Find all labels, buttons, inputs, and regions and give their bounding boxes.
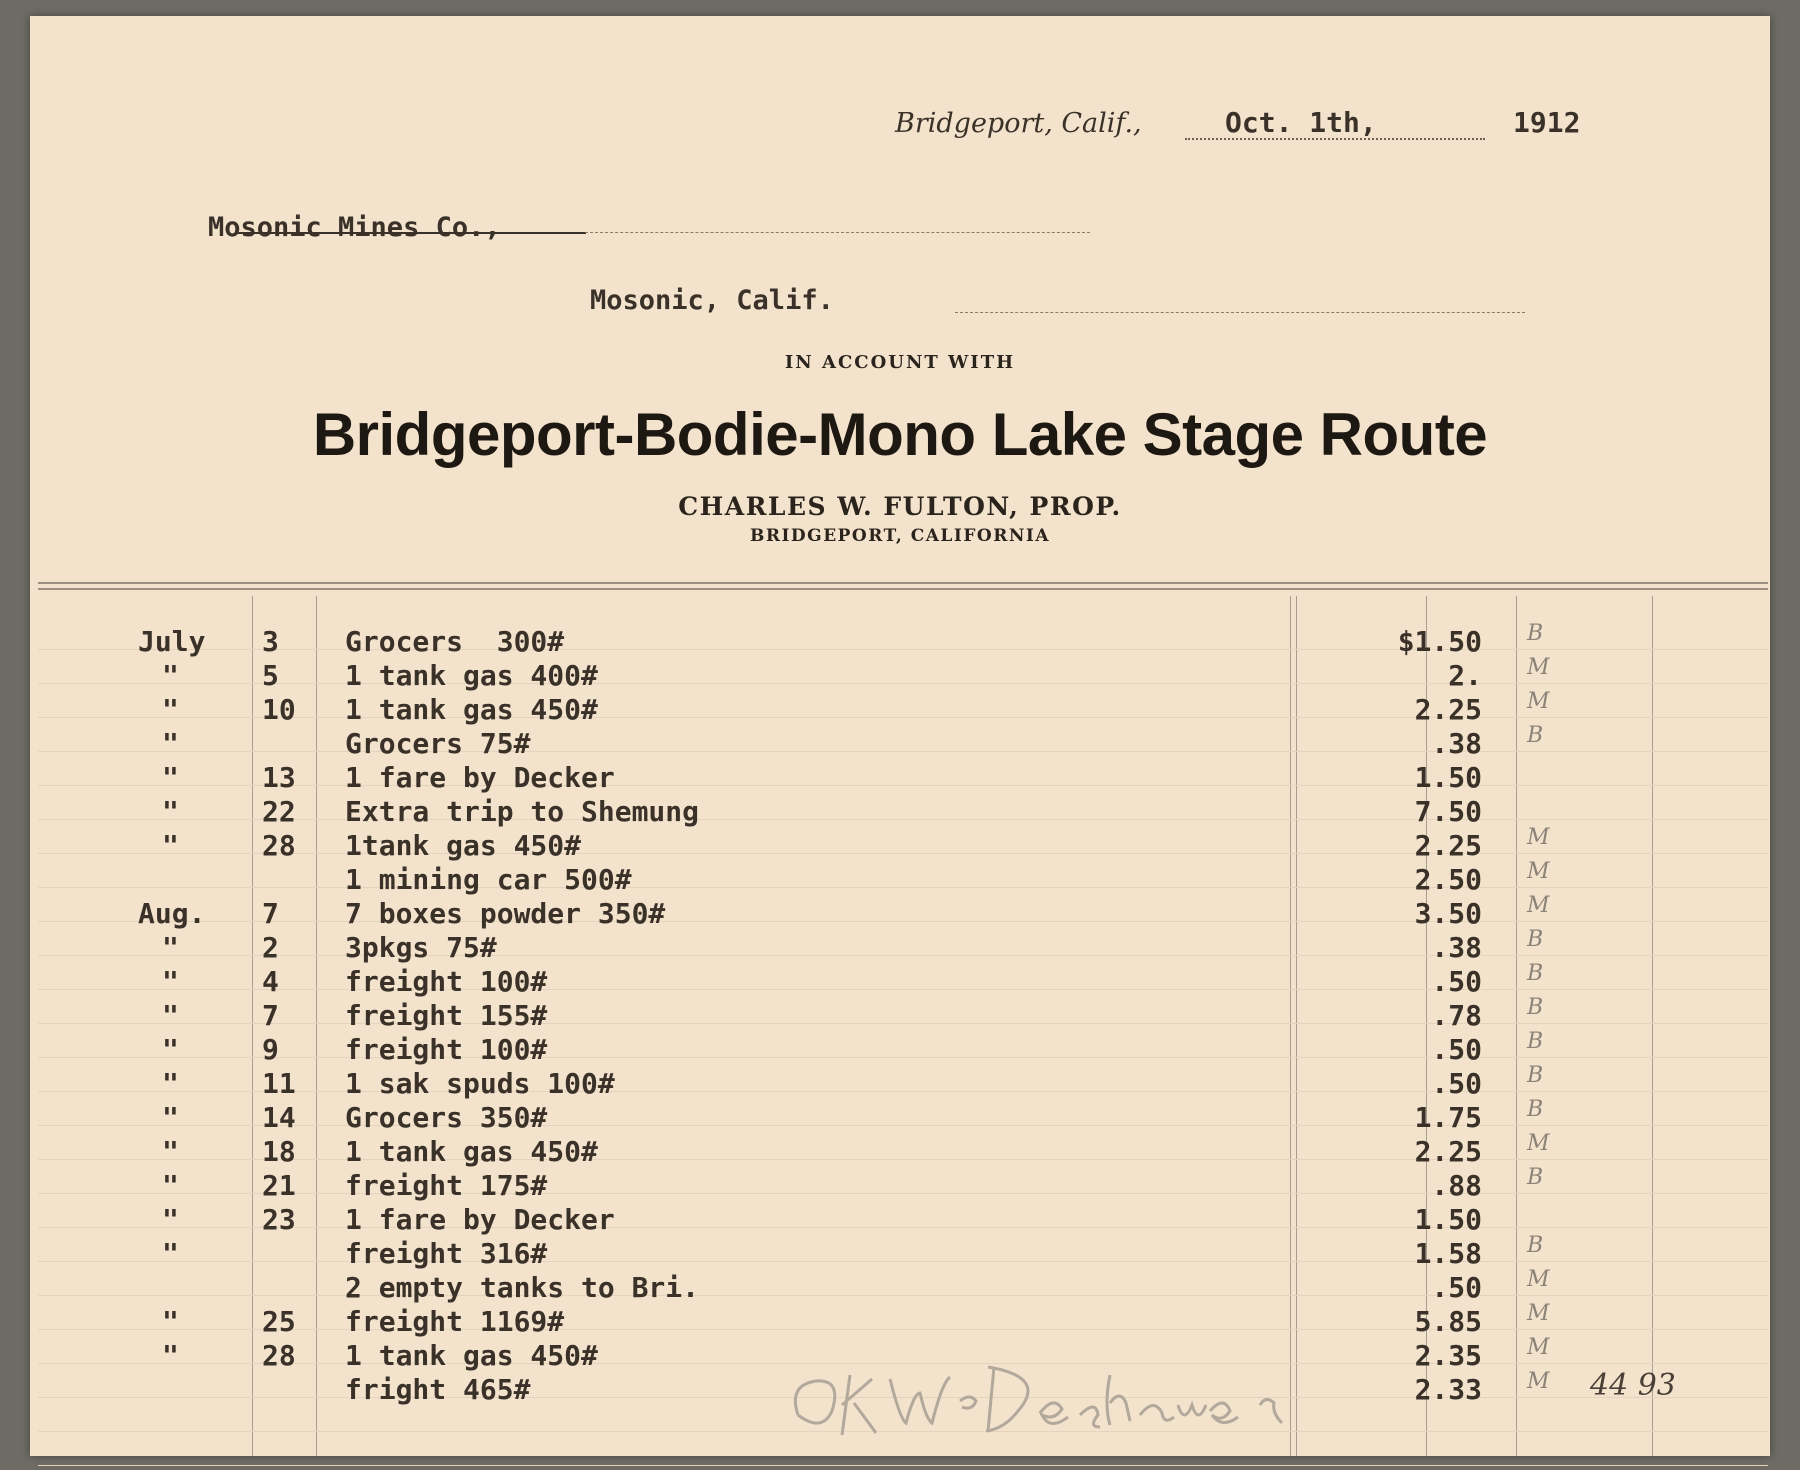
row-amount: 1.75 bbox=[1414, 1101, 1482, 1134]
row-amount: .50 bbox=[1431, 1271, 1482, 1304]
in-account-with-label: IN ACCOUNT WITH bbox=[784, 352, 1016, 373]
row-day: 28 bbox=[262, 829, 296, 862]
ruled-line bbox=[38, 989, 1768, 990]
row-day: 5 bbox=[262, 659, 279, 692]
ruled-line bbox=[38, 921, 1768, 922]
row-month: " bbox=[162, 1237, 179, 1270]
row-mark: M bbox=[1527, 655, 1550, 680]
row-amount: .38 bbox=[1431, 931, 1482, 964]
ruled-line bbox=[38, 955, 1768, 956]
row-mark: M bbox=[1527, 1301, 1550, 1326]
row-day: 9 bbox=[262, 1033, 279, 1066]
row-month: " bbox=[162, 1135, 179, 1168]
row-day: 18 bbox=[262, 1135, 296, 1168]
row-amount: 3.50 bbox=[1414, 897, 1482, 930]
row-mark: B bbox=[1527, 995, 1544, 1020]
addressee-name: Mosonic Mines Co., bbox=[208, 212, 501, 243]
row-month: " bbox=[162, 1101, 179, 1134]
row-amount: 1.58 bbox=[1414, 1237, 1482, 1270]
ruled-line bbox=[38, 717, 1768, 718]
row-item: freight 100# bbox=[345, 965, 548, 998]
row-month: " bbox=[162, 931, 179, 964]
row-mark: B bbox=[1527, 927, 1544, 952]
dateline-year: 1912 bbox=[1513, 106, 1581, 139]
ruled-line bbox=[38, 1159, 1768, 1160]
company-name: Bridgeport-Bodie-Mono Lake Stage Route bbox=[312, 401, 1488, 468]
addressee-city-dotted-line bbox=[955, 312, 1525, 313]
row-amount: .78 bbox=[1431, 999, 1482, 1032]
header-rule-top bbox=[38, 582, 1768, 584]
row-mark: B bbox=[1527, 1165, 1544, 1190]
row-day: 22 bbox=[262, 795, 296, 828]
row-item: Grocers 75# bbox=[345, 727, 531, 760]
column-line-day bbox=[316, 596, 317, 1456]
row-day: 11 bbox=[262, 1067, 296, 1100]
ruled-line bbox=[38, 887, 1768, 888]
row-item: 7 boxes powder 350# bbox=[345, 897, 666, 930]
row-month: " bbox=[162, 659, 179, 692]
row-month: Aug. bbox=[138, 897, 206, 930]
row-item: freight 1169# bbox=[345, 1305, 565, 1338]
row-item: freight 175# bbox=[345, 1169, 548, 1202]
ruled-line bbox=[38, 1465, 1768, 1466]
row-month: " bbox=[162, 1169, 179, 1202]
ruled-line bbox=[38, 1261, 1768, 1262]
row-day: 7 bbox=[262, 897, 279, 930]
row-item: fright 465# bbox=[345, 1373, 531, 1406]
row-month: " bbox=[162, 829, 179, 862]
ruled-line bbox=[38, 649, 1768, 650]
row-month: " bbox=[162, 1033, 179, 1066]
row-amount: 2.50 bbox=[1414, 863, 1482, 896]
ruled-line bbox=[38, 1329, 1768, 1330]
row-amount: .50 bbox=[1431, 965, 1482, 998]
ruled-line bbox=[38, 751, 1768, 752]
row-amount: 2.25 bbox=[1414, 829, 1482, 862]
row-mark: B bbox=[1527, 1029, 1544, 1054]
row-day: 21 bbox=[262, 1169, 296, 1202]
row-mark: B bbox=[1527, 961, 1544, 986]
row-day: 3 bbox=[262, 625, 279, 658]
row-month: " bbox=[162, 1305, 179, 1338]
row-day: 10 bbox=[262, 693, 296, 726]
row-day: 14 bbox=[262, 1101, 296, 1134]
column-line-cents bbox=[1516, 596, 1517, 1456]
row-month: " bbox=[162, 795, 179, 828]
row-item: 1 tank gas 450# bbox=[345, 693, 598, 726]
row-month: " bbox=[162, 999, 179, 1032]
ruled-line bbox=[38, 1023, 1768, 1024]
row-mark: B bbox=[1527, 1063, 1544, 1088]
row-amount: 1.50 bbox=[1414, 1203, 1482, 1236]
column-line-month bbox=[252, 596, 253, 1456]
row-amount: .88 bbox=[1431, 1169, 1482, 1202]
proprietor-line: CHARLES W. FULTON, PROP. bbox=[678, 492, 1122, 521]
row-mark: M bbox=[1527, 689, 1550, 714]
row-mark: M bbox=[1527, 1335, 1550, 1360]
row-item: 1 tank gas 400# bbox=[345, 659, 598, 692]
column-line-item bbox=[1290, 596, 1291, 1456]
ruled-line bbox=[38, 1295, 1768, 1296]
ruled-line bbox=[38, 1091, 1768, 1092]
date-line bbox=[895, 102, 1595, 142]
ruled-line bbox=[38, 819, 1768, 820]
row-item: freight 316# bbox=[345, 1237, 548, 1270]
row-amount: 2.25 bbox=[1414, 693, 1482, 726]
row-month: " bbox=[162, 1067, 179, 1100]
addressee-dotted-line bbox=[585, 232, 1090, 233]
row-mark: M bbox=[1527, 1131, 1550, 1156]
ledger-total: 44 93 bbox=[1590, 1368, 1676, 1403]
row-day: 28 bbox=[262, 1339, 296, 1372]
row-month: July bbox=[138, 625, 206, 658]
ruled-line bbox=[38, 785, 1768, 786]
ruled-line bbox=[38, 683, 1768, 684]
row-item: 1 mining car 500# bbox=[345, 863, 632, 896]
ruled-line bbox=[38, 853, 1768, 854]
addressee-city: Mosonic, Calif. bbox=[590, 285, 834, 316]
row-mark: M bbox=[1527, 859, 1550, 884]
row-mark: M bbox=[1527, 1267, 1550, 1292]
row-item: freight 100# bbox=[345, 1033, 548, 1066]
row-amount: 2. bbox=[1448, 659, 1482, 692]
row-item: 1tank gas 450# bbox=[345, 829, 582, 862]
row-item: 1 tank gas 450# bbox=[345, 1135, 598, 1168]
row-day: 4 bbox=[262, 965, 279, 998]
column-line-total bbox=[1652, 596, 1653, 1456]
row-month: " bbox=[162, 727, 179, 760]
row-day: 25 bbox=[262, 1305, 296, 1338]
column-line-item-double bbox=[1296, 596, 1297, 1456]
row-mark: B bbox=[1527, 723, 1544, 748]
row-item: 1 fare by Decker bbox=[345, 761, 615, 794]
dateline-date: Oct. 1th, bbox=[1225, 106, 1377, 139]
row-item: 2 empty tanks to Bri. bbox=[345, 1271, 700, 1304]
row-mark: B bbox=[1527, 1097, 1544, 1122]
row-mark: B bbox=[1527, 1233, 1544, 1258]
row-amount: .38 bbox=[1431, 727, 1482, 760]
row-month: " bbox=[162, 693, 179, 726]
row-item: Grocers 300# bbox=[345, 625, 565, 658]
row-item: 3pkgs 75# bbox=[345, 931, 497, 964]
row-month: " bbox=[162, 1339, 179, 1372]
row-day: 2 bbox=[262, 931, 279, 964]
ruled-line bbox=[38, 1125, 1768, 1126]
row-month: " bbox=[162, 965, 179, 998]
row-item: 1 sak spuds 100# bbox=[345, 1067, 615, 1100]
row-amount: .50 bbox=[1431, 1067, 1482, 1100]
row-item: Extra trip to Shemung bbox=[345, 795, 700, 828]
row-item: 1 tank gas 450# bbox=[345, 1339, 598, 1372]
approval-signature bbox=[780, 1355, 1300, 1445]
row-mark: M bbox=[1527, 1369, 1550, 1394]
row-amount: 5.85 bbox=[1414, 1305, 1482, 1338]
row-day: 13 bbox=[262, 761, 296, 794]
ruled-line bbox=[38, 1227, 1768, 1228]
row-item: Grocers 350# bbox=[345, 1101, 548, 1134]
dateline-place: Bridgeport, Calif., bbox=[895, 108, 1142, 139]
row-item: freight 155# bbox=[345, 999, 548, 1032]
ruled-line bbox=[38, 1193, 1768, 1194]
row-month: " bbox=[162, 1203, 179, 1236]
row-amount: 2.33 bbox=[1414, 1373, 1482, 1406]
row-month: " bbox=[162, 761, 179, 794]
addressee-strike bbox=[236, 232, 586, 234]
row-mark: M bbox=[1527, 893, 1550, 918]
header-rule-bottom bbox=[38, 588, 1768, 590]
row-mark: M bbox=[1527, 825, 1550, 850]
ruled-line bbox=[38, 1057, 1768, 1058]
row-amount: .50 bbox=[1431, 1033, 1482, 1066]
row-amount: 2.25 bbox=[1414, 1135, 1482, 1168]
row-day: 7 bbox=[262, 999, 279, 1032]
row-amount: 2.35 bbox=[1414, 1339, 1482, 1372]
company-location: BRIDGEPORT, CALIFORNIA bbox=[749, 526, 1051, 546]
row-day: 23 bbox=[262, 1203, 296, 1236]
row-amount: 7.50 bbox=[1414, 795, 1482, 828]
row-mark: B bbox=[1527, 621, 1544, 646]
row-item: 1 fare by Decker bbox=[345, 1203, 615, 1236]
row-amount: 1.50 bbox=[1414, 761, 1482, 794]
row-amount: $1.50 bbox=[1397, 625, 1482, 658]
